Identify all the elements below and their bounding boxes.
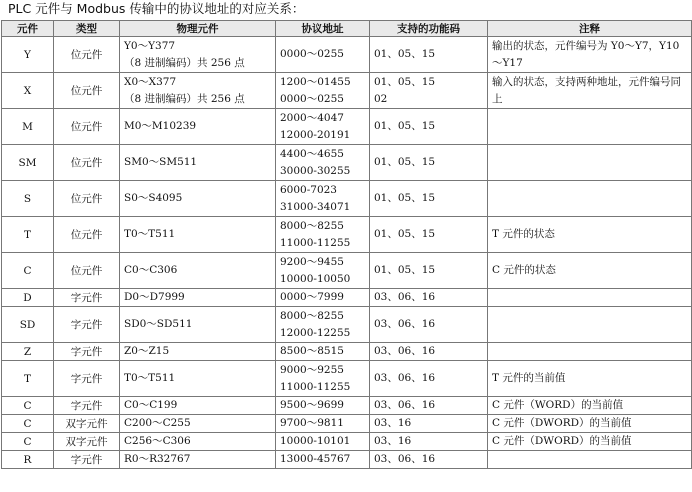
cell-address-line: 8000～8255 <box>280 219 344 232</box>
cell-function-codes <box>370 451 488 469</box>
table-row <box>2 73 692 109</box>
cell-address-line: 11000-11255 <box>280 236 351 249</box>
cell-function-codes-line: 01、05、15 <box>374 264 436 276</box>
cell-physical <box>120 217 276 253</box>
cell-note: C 元件（DWORD）的当前值 <box>488 415 692 433</box>
cell-type: 双字元件 <box>54 415 120 433</box>
table-row <box>2 343 692 361</box>
cell-address-line: 12000-20191 <box>280 128 351 141</box>
cell-address-line: 9000～9255 <box>280 363 344 376</box>
cell-type: 位元件 <box>54 145 120 181</box>
cell-physical <box>120 451 276 469</box>
cell-function-codes-line: 03、16 <box>374 435 412 447</box>
cell-type: 位元件 <box>54 181 120 217</box>
cell-type: 字元件 <box>54 451 120 469</box>
cell-physical <box>120 289 276 307</box>
cell-note: 输入的状态，支持两种地址，元件编号同上 <box>488 73 692 109</box>
cell-physical-line: C256～C306 <box>124 435 191 447</box>
cell-function-codes-line: 02 <box>374 92 388 105</box>
cell-type: 字元件 <box>54 307 120 343</box>
cell-element: R <box>2 451 54 469</box>
cell-note <box>488 145 692 181</box>
cell-physical <box>120 415 276 433</box>
cell-address-line: 12000-12255 <box>280 326 351 339</box>
cell-address-line: 10000-10050 <box>280 272 351 285</box>
modbus-address-table <box>1 20 692 469</box>
cell-physical <box>120 343 276 361</box>
table-row <box>2 181 692 217</box>
table-row <box>2 415 692 433</box>
cell-type: 位元件 <box>54 73 120 109</box>
cell-physical-line: Z0～Z15 <box>124 345 170 357</box>
cell-element: D <box>2 289 54 307</box>
cell-address-line: 8000～8255 <box>280 309 344 322</box>
cell-address-line: 2000～4047 <box>280 111 344 124</box>
cell-address <box>276 361 370 397</box>
cell-function-codes-line: 01、05、15 <box>374 228 436 240</box>
cell-address-line: 0000～0255 <box>280 92 344 105</box>
cell-function-codes-line: 03、06、16 <box>374 318 436 330</box>
cell-address <box>276 73 370 109</box>
cell-physical-line: M0～M10239 <box>124 120 197 132</box>
cell-note: C 元件的状态 <box>488 253 692 289</box>
table-row <box>2 109 692 145</box>
table-row <box>2 397 692 415</box>
cell-element: C <box>2 253 54 289</box>
cell-function-codes-line: 01、05、15 <box>374 120 436 132</box>
cell-function-codes-line: 03、06、16 <box>374 453 436 465</box>
table-row <box>2 37 692 73</box>
cell-function-codes <box>370 109 488 145</box>
header-type: 类型 <box>54 21 120 37</box>
cell-physical-line: T0～T511 <box>124 228 176 240</box>
table-header-row <box>2 21 692 37</box>
cell-function-codes <box>370 145 488 181</box>
header-function-codes: 支持的功能码 <box>370 21 488 37</box>
cell-address-line: 10000-10101 <box>280 435 351 447</box>
table-row <box>2 451 692 469</box>
cell-address-line: 31000-34071 <box>280 200 351 213</box>
cell-address <box>276 37 370 73</box>
cell-function-codes <box>370 343 488 361</box>
cell-function-codes <box>370 73 488 109</box>
cell-physical <box>120 253 276 289</box>
cell-address-line: 9200～9455 <box>280 255 344 268</box>
cell-address <box>276 289 370 307</box>
cell-physical-line: SM0～SM511 <box>124 156 198 168</box>
table-row <box>2 289 692 307</box>
cell-physical-line: （8 进制编码）共 256 点 <box>124 56 245 69</box>
cell-note <box>488 109 692 145</box>
cell-address-line: 30000-30255 <box>280 164 351 177</box>
cell-element: Y <box>2 37 54 73</box>
cell-note <box>488 307 692 343</box>
cell-address-line: 0000～7999 <box>280 291 344 303</box>
header-element: 元件 <box>2 21 54 37</box>
cell-element: M <box>2 109 54 145</box>
cell-physical-line: SD0～SD511 <box>124 318 193 330</box>
cell-address <box>276 181 370 217</box>
cell-element: C <box>2 415 54 433</box>
cell-address <box>276 415 370 433</box>
cell-physical-line: C0～C199 <box>124 399 178 411</box>
cell-function-codes <box>370 217 488 253</box>
cell-type: 字元件 <box>54 289 120 307</box>
cell-function-codes-line: 01、05、15 <box>374 156 436 168</box>
cell-address-line: 0000～0255 <box>280 48 344 60</box>
cell-address <box>276 109 370 145</box>
header-note: 注释 <box>488 21 692 37</box>
cell-address-line: 9700～9811 <box>280 417 344 429</box>
cell-address-line: 13000-45767 <box>280 453 351 465</box>
cell-function-codes <box>370 307 488 343</box>
cell-element: Z <box>2 343 54 361</box>
cell-function-codes-line: 01、05、15 <box>374 75 436 88</box>
table-row <box>2 361 692 397</box>
cell-function-codes-line: 01、05、15 <box>374 48 436 60</box>
cell-physical-line: X0～X377 <box>124 75 177 88</box>
cell-function-codes-line: 03、16 <box>374 417 412 429</box>
cell-note <box>488 181 692 217</box>
cell-function-codes <box>370 253 488 289</box>
cell-note: T 元件的当前值 <box>488 361 692 397</box>
cell-physical-line: C0～C306 <box>124 264 178 276</box>
cell-function-codes <box>370 397 488 415</box>
table-row <box>2 433 692 451</box>
cell-element: T <box>2 217 54 253</box>
cell-physical-line: R0～R32767 <box>124 453 191 465</box>
document-title: PLC 元件与 Modbus 传输中的协议地址的对应关系： <box>8 1 305 16</box>
cell-element: S <box>2 181 54 217</box>
cell-type: 位元件 <box>54 109 120 145</box>
cell-element: SD <box>2 307 54 343</box>
cell-note <box>488 451 692 469</box>
cell-address <box>276 343 370 361</box>
cell-physical <box>120 145 276 181</box>
cell-physical <box>120 433 276 451</box>
cell-type: 字元件 <box>54 397 120 415</box>
cell-physical <box>120 307 276 343</box>
cell-physical <box>120 397 276 415</box>
cell-note <box>488 289 692 307</box>
cell-function-codes <box>370 415 488 433</box>
cell-element: T <box>2 361 54 397</box>
cell-address-line: 9500～9699 <box>280 399 344 411</box>
cell-function-codes <box>370 289 488 307</box>
cell-physical-line: Y0～Y377 <box>124 39 176 52</box>
cell-address <box>276 433 370 451</box>
cell-address <box>276 253 370 289</box>
cell-function-codes <box>370 181 488 217</box>
cell-address-line: 8500～8515 <box>280 345 344 357</box>
cell-type: 双字元件 <box>54 433 120 451</box>
cell-element: SM <box>2 145 54 181</box>
header-physical: 物理元件 <box>120 21 276 37</box>
cell-physical-line: D0～D7999 <box>124 291 185 303</box>
cell-function-codes <box>370 37 488 73</box>
cell-function-codes-line: 03、06、16 <box>374 372 436 384</box>
cell-physical-line: S0～S4095 <box>124 192 183 204</box>
cell-address <box>276 307 370 343</box>
cell-function-codes-line: 03、06、16 <box>374 345 436 357</box>
cell-physical <box>120 37 276 73</box>
table-row <box>2 145 692 181</box>
cell-address <box>276 145 370 181</box>
cell-note: C 元件（DWORD）的当前值 <box>488 433 692 451</box>
cell-address-line: 6000-7023 <box>280 183 337 196</box>
cell-function-codes <box>370 361 488 397</box>
table-row <box>2 217 692 253</box>
cell-element: C <box>2 397 54 415</box>
cell-address-line: 4400～4655 <box>280 147 344 160</box>
cell-note: 输出的状态，元件编号为 Y0～Y7，Y10～Y17 <box>488 37 692 73</box>
cell-physical-line: C200～C255 <box>124 417 191 429</box>
cell-type: 位元件 <box>54 217 120 253</box>
cell-physical-line: （8 进制编码）共 256 点 <box>124 92 245 105</box>
cell-type: 位元件 <box>54 253 120 289</box>
cell-function-codes <box>370 433 488 451</box>
cell-address <box>276 397 370 415</box>
cell-element: C <box>2 433 54 451</box>
cell-physical <box>120 109 276 145</box>
cell-address-line: 1200～01455 <box>280 75 351 88</box>
cell-type: 位元件 <box>54 37 120 73</box>
cell-note: T 元件的状态 <box>488 217 692 253</box>
cell-function-codes-line: 03、06、16 <box>374 399 436 411</box>
cell-address-line: 11000-11255 <box>280 380 351 393</box>
cell-physical <box>120 361 276 397</box>
cell-physical <box>120 73 276 109</box>
cell-note: C 元件（WORD）的当前值 <box>488 397 692 415</box>
cell-address <box>276 451 370 469</box>
cell-physical-line: T0～T511 <box>124 372 176 384</box>
cell-type: 字元件 <box>54 343 120 361</box>
cell-address <box>276 217 370 253</box>
cell-type: 字元件 <box>54 361 120 397</box>
table-row <box>2 307 692 343</box>
cell-function-codes-line: 01、05、15 <box>374 192 436 204</box>
cell-element: X <box>2 73 54 109</box>
table-row <box>2 253 692 289</box>
header-address: 协议地址 <box>276 21 370 37</box>
cell-physical <box>120 181 276 217</box>
cell-function-codes-line: 03、06、16 <box>374 291 436 303</box>
cell-note <box>488 343 692 361</box>
